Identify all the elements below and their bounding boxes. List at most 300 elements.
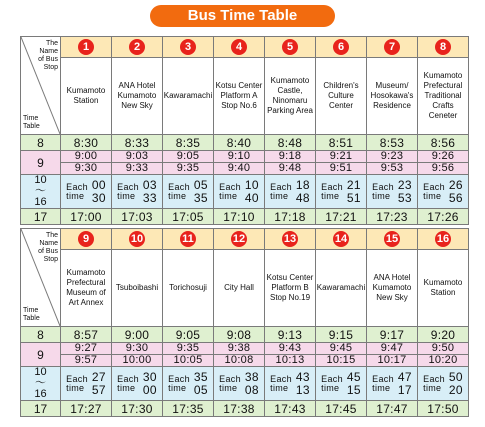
each-time-label-line: time [117, 382, 136, 393]
stop-name [61, 250, 112, 327]
time-cell: 17:10 [214, 209, 265, 225]
time-cell: 9:18 [265, 151, 316, 163]
stop-number-badge: 11 [180, 231, 196, 247]
hour-label-line: 10 [34, 366, 47, 378]
time-cell: 9:50 [418, 343, 469, 355]
page-title: Bus Time Table [150, 5, 335, 27]
each-time-label-line: Each [321, 373, 343, 384]
time-cell: 8:51 [316, 135, 367, 151]
time-cell: 17:18 [265, 209, 316, 225]
stop-number-cell [61, 229, 112, 250]
stop-number-cell [316, 37, 367, 58]
time-cell: 9:43 [265, 343, 316, 355]
stop-number-cell [367, 37, 418, 58]
hour-label [21, 175, 61, 209]
minute-value: 47 [397, 369, 412, 384]
stop-name [316, 58, 367, 135]
each-time-cell [163, 367, 214, 401]
minute-value: 33 [142, 190, 157, 205]
each-time-label [66, 183, 88, 201]
minute-value: 50 [448, 369, 463, 384]
stop-name-row [21, 250, 469, 327]
time-row-9b [21, 355, 469, 367]
hour-label: 17 [21, 401, 61, 417]
time-cell: 17:47 [367, 401, 418, 417]
each-time-label-line: time [270, 190, 289, 201]
stop-number-badge: 14 [334, 233, 348, 245]
each-time-minutes [194, 179, 208, 205]
each-time-label [423, 183, 445, 201]
time-cell: 9:33 [112, 163, 163, 175]
each-time-minutes [194, 371, 208, 397]
stop-name-line: Kotsu Center [266, 273, 314, 282]
stop-name [367, 250, 418, 327]
stop-name-line: Kumamoto [66, 268, 106, 277]
stop-number-badge: 1 [78, 39, 94, 55]
stop-name [163, 58, 214, 135]
minute-value: 38 [244, 369, 259, 384]
stop-number-badge: 8 [435, 39, 451, 55]
stop-name-line: City Hall [224, 283, 254, 292]
time-cell: 9:40 [214, 163, 265, 175]
each-time-label-line: time [168, 190, 187, 201]
minute-value: 18 [295, 177, 310, 192]
stop-number-cell [418, 37, 469, 58]
time-table-label-line: Table [23, 315, 40, 322]
each-time-label-line: time [117, 190, 136, 201]
stop-name [418, 58, 469, 135]
stop-name-line: Art Annex [68, 298, 104, 307]
minute-value: 43 [295, 369, 310, 384]
each-time-minutes [449, 371, 463, 397]
time-cell: 10:20 [418, 355, 469, 367]
stop-name-line: ANA Hotel [118, 81, 156, 90]
minute-value: 45 [346, 369, 361, 384]
time-cell: 9:13 [265, 327, 316, 343]
each-time-cell [61, 175, 112, 209]
each-time-cell [112, 175, 163, 209]
time-cell: 17:38 [214, 401, 265, 417]
bus-stop-label-line: The [45, 40, 58, 47]
stop-number-badge: 10 [130, 233, 144, 245]
stop-name-line: Kotsu Center [215, 81, 263, 90]
each-time-cell [418, 367, 469, 401]
hour-label: 9 [21, 343, 61, 367]
stop-name [214, 250, 265, 327]
each-time-cell [265, 367, 316, 401]
minute-value: 35 [193, 369, 208, 384]
stop-number-cell [316, 229, 367, 250]
minute-value: 26 [448, 177, 463, 192]
time-cell: 9:20 [418, 327, 469, 343]
hour-label-line: 10 [34, 174, 47, 186]
stop-name-line: Culture [328, 91, 354, 100]
hour-label: 9 [21, 151, 61, 175]
time-row-10-16 [21, 175, 469, 209]
stop-name [265, 58, 316, 135]
stop-name-line: Hosokawa's [370, 91, 414, 100]
each-time-cell [163, 175, 214, 209]
each-time-label-line: time [321, 382, 340, 393]
time-cell: 17:43 [265, 401, 316, 417]
hour-label: 17 [21, 209, 61, 225]
each-time-label-line: time [321, 190, 340, 201]
time-cell: 17:00 [61, 209, 112, 225]
minute-value: 21 [346, 177, 361, 192]
minute-value: 00 [91, 177, 106, 192]
stop-name [112, 58, 163, 135]
minute-value: 30 [91, 190, 106, 205]
stop-name-line: Prefectural [423, 81, 463, 90]
time-cell: 9:48 [265, 163, 316, 175]
minute-value: 40 [244, 190, 259, 205]
each-time-label-line: Each [270, 373, 292, 384]
minute-value: 30 [142, 369, 157, 384]
each-time-label [270, 375, 292, 393]
time-cell: 9:00 [112, 327, 163, 343]
time-cell: 9:17 [367, 327, 418, 343]
each-time-label [219, 375, 241, 393]
stop-name-line: Kumamoto [372, 283, 412, 292]
each-time-label-line: Each [117, 181, 139, 192]
time-row-8 [21, 327, 469, 343]
each-time-minutes [449, 179, 463, 205]
bus-stop-label-line: Name [39, 240, 58, 247]
each-time-label-line: Each [168, 181, 190, 192]
each-time-cell [316, 175, 367, 209]
stop-name-line: Ninomaru [272, 96, 308, 105]
each-time-cell [214, 175, 265, 209]
stop-name-line: Center [328, 101, 353, 110]
each-time-label-line: time [66, 190, 85, 201]
each-time-label-line: time [372, 190, 391, 201]
stop-name-line: Children's [323, 81, 359, 90]
time-cell: 8:53 [367, 135, 418, 151]
stop-name-line: Stop No.6 [221, 101, 257, 110]
time-cell: 9:15 [316, 327, 367, 343]
each-time-minutes [245, 179, 259, 205]
each-time-label-line: Each [372, 181, 394, 192]
time-row-8 [21, 135, 469, 151]
stop-name-line: Stop No.19 [269, 293, 311, 302]
each-time-label [168, 183, 190, 201]
stop-name-line: Station [430, 288, 456, 297]
minute-value: 03 [142, 177, 157, 192]
stop-number-cell [214, 229, 265, 250]
stop-name-line: Torichosuji [169, 283, 207, 292]
time-cell: 9:30 [112, 343, 163, 355]
each-time-label-line: time [66, 382, 85, 393]
stop-name-line: Castle, [277, 86, 303, 95]
minute-value: 15 [346, 382, 361, 397]
time-cell: 8:30 [61, 135, 112, 151]
each-time-minutes [398, 371, 412, 397]
each-time-minutes [296, 371, 310, 397]
time-cell: 17:35 [163, 401, 214, 417]
time-cell: 17:03 [112, 209, 163, 225]
time-cell: 9:23 [367, 151, 418, 163]
time-cell: 9:45 [316, 343, 367, 355]
each-time-cell [367, 367, 418, 401]
each-time-label-line: Each [423, 181, 445, 192]
each-time-minutes [245, 371, 259, 397]
each-time-minutes [398, 179, 412, 205]
time-cell: 9:30 [61, 163, 112, 175]
time-cell: 9:21 [316, 151, 367, 163]
stop-number-cell [214, 37, 265, 58]
hour-label-line: 16 [34, 196, 47, 208]
time-cell: 8:40 [214, 135, 265, 151]
each-time-label-line: Each [270, 181, 292, 192]
each-time-label [117, 183, 139, 201]
each-time-minutes [296, 179, 310, 205]
stop-name-line: Kumamoto [423, 71, 463, 80]
stop-name-line: Tsuboibashi [115, 283, 159, 292]
time-cell: 10:00 [112, 355, 163, 367]
minute-value: 10 [244, 177, 259, 192]
time-cell: 10:05 [163, 355, 214, 367]
stop-number-badge: 6 [333, 39, 349, 55]
minute-value: 17 [397, 382, 412, 397]
each-time-minutes [143, 371, 157, 397]
time-cell: 9:08 [214, 327, 265, 343]
each-time-cell [112, 367, 163, 401]
bus-stop-label-line: The [45, 232, 58, 239]
time-cell: 9:26 [418, 151, 469, 163]
stop-number-cell [265, 37, 316, 58]
each-time-label [321, 183, 343, 201]
header-corner [21, 229, 61, 327]
time-cell: 9:05 [163, 327, 214, 343]
time-cell: 9:47 [367, 343, 418, 355]
stop-name-line: Kumamoto [270, 76, 310, 85]
stop-number-badge: 16 [436, 233, 450, 245]
time-table-label [23, 115, 40, 131]
time-cell: 9:00 [61, 151, 112, 163]
time-cell: 8:35 [163, 135, 214, 151]
each-time-label [168, 375, 190, 393]
hour-label-line: ～ [35, 185, 46, 197]
stop-name [316, 250, 367, 327]
stop-name-row [21, 58, 469, 135]
stop-number-badge: 13 [283, 233, 297, 245]
each-time-label-line: time [423, 382, 442, 393]
bus-stop-label-line: Name [39, 48, 58, 55]
time-table-label-line: Time [23, 115, 39, 122]
time-cell: 9:35 [163, 163, 214, 175]
stop-name [265, 250, 316, 327]
timetable-2 [20, 228, 469, 417]
each-time-label-line: Each [66, 373, 88, 384]
stop-number-badge: 12 [232, 233, 246, 245]
time-cell: 9:27 [61, 343, 112, 355]
time-cell: 8:57 [61, 327, 112, 343]
stop-name [367, 58, 418, 135]
each-time-label [66, 375, 88, 393]
bus-stop-label [38, 40, 58, 72]
each-time-cell [316, 367, 367, 401]
time-cell: 9:38 [214, 343, 265, 355]
minute-value: 48 [295, 190, 310, 205]
stop-number-cell [112, 229, 163, 250]
time-table-label-line: Time [23, 307, 39, 314]
time-row-9b [21, 163, 469, 175]
stop-name [214, 58, 265, 135]
time-cell: 17:27 [61, 401, 112, 417]
stop-number-cell [61, 37, 112, 58]
stop-name [61, 58, 112, 135]
stop-number-cell [367, 229, 418, 250]
time-cell: 17:23 [367, 209, 418, 225]
stop-name-line: Prefectural [66, 278, 106, 287]
time-cell: 10:17 [367, 355, 418, 367]
each-time-label [372, 183, 394, 201]
each-time-label [372, 375, 394, 393]
stop-number-row [21, 229, 469, 250]
stop-name-line: Kumamoto [423, 278, 463, 287]
minute-value: 13 [295, 382, 310, 397]
each-time-label-line: time [219, 190, 238, 201]
stop-name-line: Ceneter [428, 111, 458, 120]
each-time-cell [367, 175, 418, 209]
stop-number-badge: 4 [231, 39, 247, 55]
each-time-minutes [92, 371, 106, 397]
stop-number-badge: 3 [180, 39, 196, 55]
stop-name-line: Platform A [220, 91, 258, 100]
minute-value: 00 [142, 382, 157, 397]
stop-number-cell [112, 37, 163, 58]
bus-stop-label-line: of Bus [38, 248, 58, 255]
header-corner [21, 37, 61, 135]
stop-number-badge: 9 [78, 231, 94, 247]
stop-number-cell [418, 229, 469, 250]
minute-value: 08 [244, 382, 259, 397]
each-time-label-line: Each [219, 373, 241, 384]
stop-name-line: Traditional [424, 91, 462, 100]
timetable-1 [20, 36, 469, 225]
each-time-label-line: Each [66, 181, 88, 192]
each-time-label-line: time [168, 382, 187, 393]
each-time-label-line: Each [372, 373, 394, 384]
each-time-label-line: time [423, 190, 442, 201]
each-time-label [321, 375, 343, 393]
stop-name-line: Platform B [271, 283, 309, 292]
each-time-minutes [92, 179, 106, 205]
stop-name-line: Parking Area [267, 106, 313, 115]
minute-value: 05 [193, 382, 208, 397]
time-cell: 9:56 [418, 163, 469, 175]
stop-name-line: Museum/ [375, 81, 409, 90]
stop-number-cell [163, 229, 214, 250]
each-time-cell [265, 175, 316, 209]
stop-name-line: Kumamoto [117, 91, 157, 100]
each-time-minutes [347, 179, 361, 205]
stop-name-line: Kawaramachi [316, 283, 366, 292]
minute-value: 35 [193, 190, 208, 205]
each-time-label-line: Each [117, 373, 139, 384]
each-time-label-line: Each [423, 373, 445, 384]
each-time-label-line: time [219, 382, 238, 393]
time-cell: 8:56 [418, 135, 469, 151]
stop-number-badge: 5 [282, 39, 298, 55]
time-row-10-16 [21, 367, 469, 401]
stop-name-line: New Sky [121, 101, 153, 110]
each-time-label-line: time [372, 382, 391, 393]
each-time-cell [61, 367, 112, 401]
time-cell: 8:33 [112, 135, 163, 151]
time-row-17 [21, 401, 469, 417]
each-time-label-line: Each [219, 181, 241, 192]
time-cell: 8:48 [265, 135, 316, 151]
time-cell: 17:05 [163, 209, 214, 225]
each-time-label [423, 375, 445, 393]
stop-name-line: Kawaramachi [163, 91, 213, 100]
time-cell: 17:50 [418, 401, 469, 417]
minute-value: 57 [91, 382, 106, 397]
bus-stop-label-line: Stop [43, 64, 58, 71]
time-cell: 10:15 [316, 355, 367, 367]
stop-name [163, 250, 214, 327]
bus-stop-label-line: of Bus [38, 56, 58, 63]
stop-name-line: ANA Hotel [373, 273, 411, 282]
each-time-label [270, 183, 292, 201]
minute-value: 56 [448, 190, 463, 205]
stop-name [418, 250, 469, 327]
time-cell: 10:13 [265, 355, 316, 367]
stop-name-line: Residence [373, 101, 411, 110]
time-cell: 17:26 [418, 209, 469, 225]
minute-value: 23 [397, 177, 412, 192]
stop-number-cell [265, 229, 316, 250]
time-cell: 9:53 [367, 163, 418, 175]
stop-number-badge: 7 [384, 39, 400, 55]
time-table-label [23, 307, 40, 323]
bus-stop-label [38, 232, 58, 264]
time-cell: 9:03 [112, 151, 163, 163]
stop-number-badge: 15 [385, 233, 399, 245]
time-row-17 [21, 209, 469, 225]
each-time-label-line: Each [321, 181, 343, 192]
minute-value: 05 [193, 177, 208, 192]
hour-label-line: 16 [34, 388, 47, 400]
time-cell: 17:45 [316, 401, 367, 417]
minute-value: 20 [448, 382, 463, 397]
time-cell: 10:08 [214, 355, 265, 367]
time-cell: 9:10 [214, 151, 265, 163]
stop-name [112, 250, 163, 327]
stop-number-row [21, 37, 469, 58]
hour-label [21, 367, 61, 401]
time-row-9a [21, 151, 469, 163]
time-cell: 17:30 [112, 401, 163, 417]
stop-number-cell [163, 37, 214, 58]
each-time-label [117, 375, 139, 393]
hour-label-line: ～ [35, 377, 46, 389]
stop-name-line: Museum of [66, 288, 106, 297]
minute-value: 51 [346, 190, 361, 205]
each-time-label-line: time [270, 382, 289, 393]
minute-value: 27 [91, 369, 106, 384]
each-time-cell [418, 175, 469, 209]
stop-number-badge: 2 [129, 39, 145, 55]
each-time-label-line: Each [168, 373, 190, 384]
bus-stop-label-line: Stop [43, 256, 58, 263]
time-cell: 17:21 [316, 209, 367, 225]
stop-name-line: Station [73, 96, 99, 105]
hour-label: 8 [21, 135, 61, 151]
time-table-label-line: Table [23, 123, 40, 130]
stop-name-line: New Sky [376, 293, 408, 302]
